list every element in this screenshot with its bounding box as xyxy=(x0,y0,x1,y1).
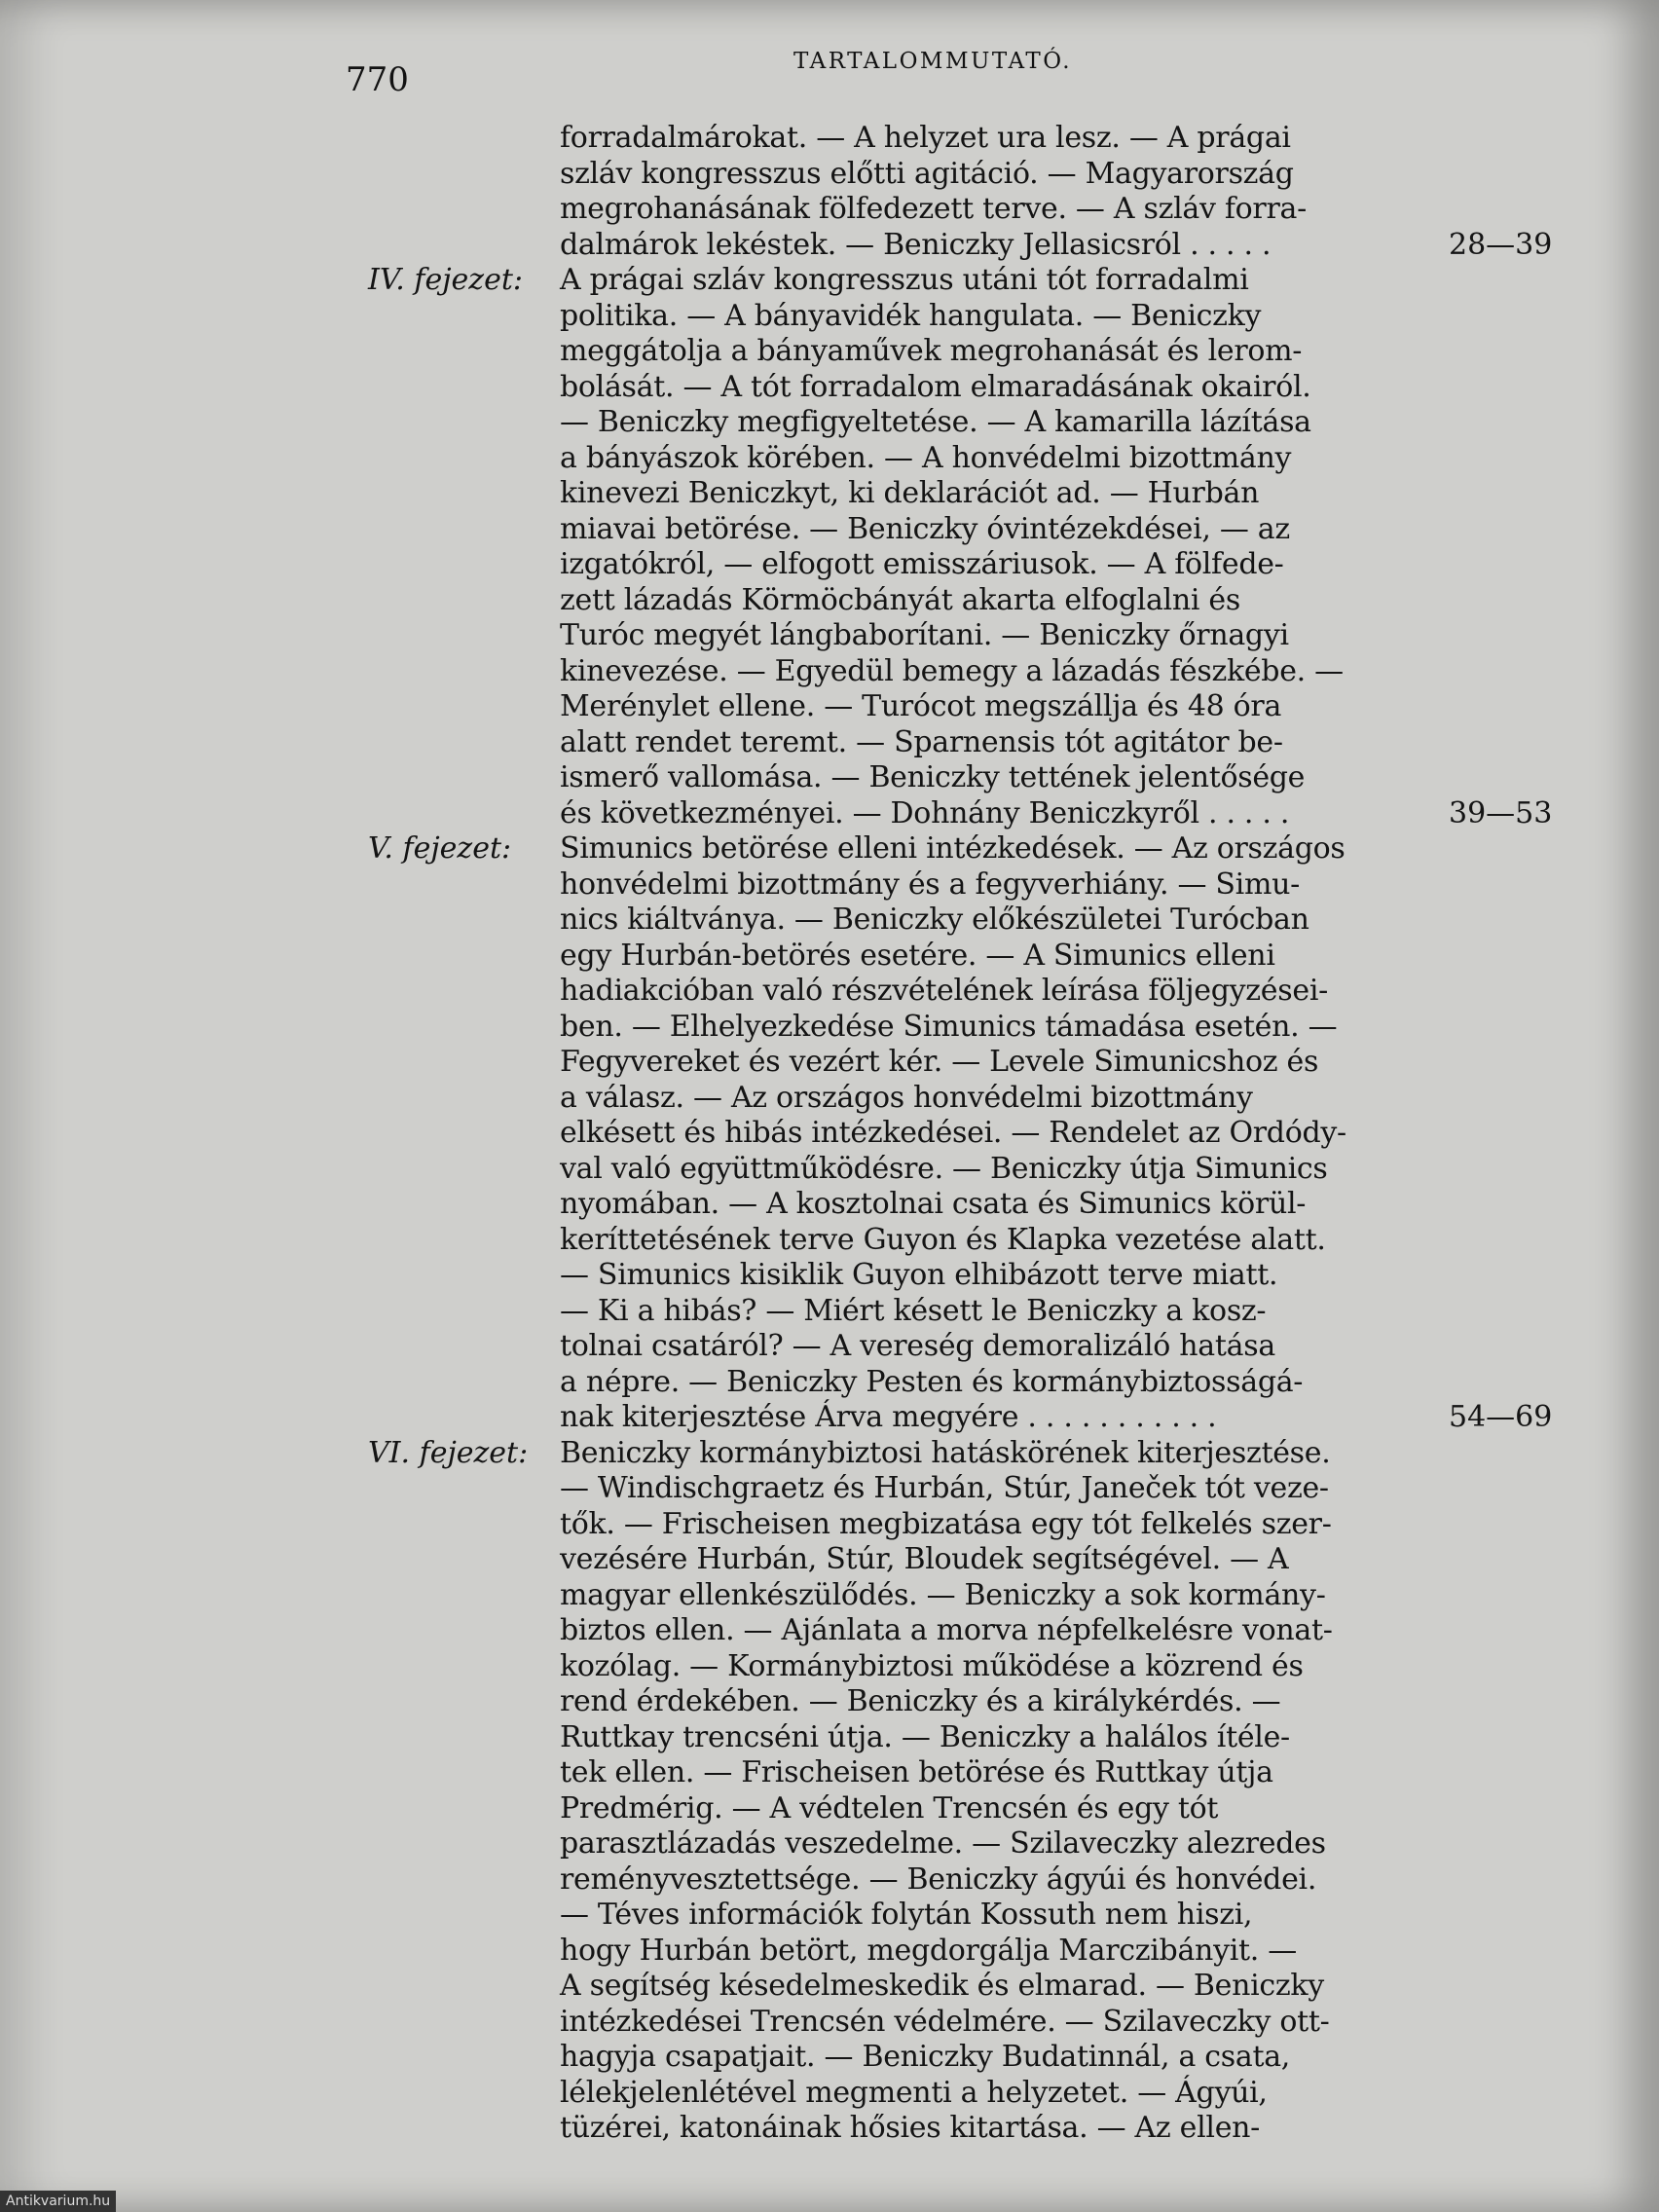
toc-line: intézkedései Trencsén védelmére. — Szilaveczky ott- xyxy=(560,2004,1330,2039)
toc-line: keríttetésének terve Guyon és Klapka vezetése alatt. xyxy=(560,1222,1326,1257)
toc-line: — Téves információk folytán Kossuth nem hiszi, xyxy=(560,1898,1253,1932)
page-range: 54—69 xyxy=(1449,1400,1553,1434)
toc-line: Merénylet ellene. — Turócot megszállja és 48 óra xyxy=(560,689,1282,723)
toc-line: zett lázadás Körmöcbányát akarta elfoglalni és xyxy=(560,582,1240,617)
toc-line: hadiakcióban való részvételének leírása följegyzései- xyxy=(560,974,1328,1008)
toc-line: a bányászok körében. — A honvédelmi bizottmány xyxy=(560,440,1292,475)
toc-line: rend érdekében. — Beniczky és a királykérdés. — xyxy=(560,1684,1281,1718)
toc-line: reményvesztettsége. — Beniczky ágyúi és honvédei. xyxy=(560,1862,1317,1897)
toc-line: — Windischgraetz és Hurbán, Stúr, Janeček tót veze- xyxy=(560,1471,1329,1505)
toc-line: parasztlázadás veszedelme. — Szilaveczky alezredes xyxy=(560,1826,1326,1861)
toc-line: Ruttkay trencséni útja. — Beniczky a halálos ítéle- xyxy=(560,1719,1290,1754)
toc-line: szláv kongresszus előtti agitáció. — Magyarország xyxy=(560,156,1294,191)
toc-line: Beniczky kormánybiztosi hatáskörének kiterjesztése. xyxy=(560,1435,1331,1470)
toc-line: a válasz. — Az országos honvédelmi bizottmány xyxy=(560,1080,1253,1115)
page-range: 28—39 xyxy=(1449,227,1553,262)
toc-line: tüzérei, katonáinak hősies kitartása. — Az ellen- xyxy=(560,2111,1261,2145)
toc-line: ismerő vallomása. — Beniczky tettének jelentősége xyxy=(560,760,1306,794)
toc-text-block xyxy=(560,121,1378,2147)
toc-line: tolnai csatáról? — A vereség demoralizáló hatása xyxy=(560,1329,1275,1363)
toc-line: meggátolja a bányaművek megrohanását és lerom- xyxy=(560,334,1303,368)
toc-line: Simunics betörése elleni intézkedések. — Az országos xyxy=(560,831,1346,866)
toc-line: Predmérig. — A védtelen Trencsén és egy tót xyxy=(560,1790,1219,1825)
toc-line: — Simunics kisiklik Guyon elhibázott terve miatt. xyxy=(560,1258,1278,1292)
toc-line: — Ki a hibás? — Miért késett le Beniczky a kosz- xyxy=(560,1293,1267,1328)
page-range: 39—53 xyxy=(1449,795,1553,830)
toc-line: hagyja csapatjait. — Beniczky Budatinnál, a csata, xyxy=(560,2040,1291,2074)
toc-line: izgatókról, — elfogott emisszáriusok. — A fölfede- xyxy=(560,547,1284,581)
toc-line: politika. — A bányavidék hangulata. — Beniczky xyxy=(560,298,1262,333)
toc-line: hogy Hurbán betört, megdorgálja Marczibányit. — xyxy=(560,1933,1297,1968)
toc-line: Turóc megyét lángbaborítani. — Beniczky őrnagyi xyxy=(560,618,1289,652)
toc-line: egy Hurbán-betörés esetére. — A Simunics elleni xyxy=(560,938,1275,973)
toc-line: tők. — Frischeisen megbizatása egy tót felkelés szer- xyxy=(560,1506,1332,1541)
toc-line: lélekjelenlétével megmenti a helyzetet. — Ágyúi, xyxy=(560,2075,1268,2110)
toc-line: vezésére Hurbán, Stúr, Bloudek segítségével. — A xyxy=(560,1542,1289,1576)
toc-line: — Beniczky megfigyeltetése. — A kamarilla lázítása xyxy=(560,405,1311,439)
toc-line: ben. — Elhelyezkedése Simunics támadása esetén. — xyxy=(560,1009,1338,1044)
toc-line: dalmárok lekéstek. — Beniczky Jellasicsról . . . . . xyxy=(560,227,1272,262)
toc-line: kinevezi Beniczkyt, ki deklarációt ad. — Hurbán xyxy=(560,476,1260,510)
toc-line: miavai betörése. — Beniczky óvintézekdései, — az xyxy=(560,511,1290,546)
toc-line: A prágai szláv kongresszus utáni tót forradalmi xyxy=(560,263,1249,297)
toc-line: megrohanásának fölfedezett terve. — A szláv forra- xyxy=(560,192,1307,226)
watermark: Antikvarium.hu xyxy=(0,2191,116,2212)
toc-line: nak kiterjesztése Árva megyére . . . . . . . . . . . xyxy=(560,1400,1217,1434)
toc-line: elkésett és hibás intézkedései. — Rendelet az Ordódy- xyxy=(560,1116,1346,1150)
toc-line: Fegyvereket és vezért kér. — Levele Simunicshoz és xyxy=(560,1045,1319,1079)
page-number: 770 xyxy=(346,60,409,99)
toc-line: a népre. — Beniczky Pesten és kormánybiztosságá- xyxy=(560,1364,1304,1399)
toc-line: magyar ellenkészülődés. — Beniczky a sok kormány- xyxy=(560,1577,1326,1612)
toc-line: bolását. — A tót forradalom elmaradásának okairól. xyxy=(560,369,1311,404)
toc-line: val való együttműködésre. — Beniczky útja Simunics xyxy=(560,1151,1328,1186)
toc-line: kozólag. — Kormánybiztosi működése a közrend és xyxy=(560,1648,1304,1683)
chapter-label: IV. fejezet: xyxy=(368,263,523,297)
toc-line: alatt rendet teremt. — Sparnensis tót agitátor be- xyxy=(560,724,1283,759)
toc-line: tek ellen. — Frischeisen betörése és Ruttkay útja xyxy=(560,1755,1273,1789)
chapter-label: VI. fejezet: xyxy=(368,1435,529,1470)
toc-line: kinevezése. — Egyedül bemegy a lázadás fészkébe. — xyxy=(560,653,1344,688)
chapter-label: V. fejezet: xyxy=(368,831,512,866)
running-head: TARTALOMMUTATÓ. xyxy=(793,49,1073,74)
toc-line: biztos ellen. — Ajánlata a morva népfelkelésre vonat- xyxy=(560,1613,1333,1647)
toc-line: nics kiáltványa. — Beniczky előkészületei Turócban xyxy=(560,903,1309,937)
toc-line: nyomában. — A kosztolnai csata és Simunics körül- xyxy=(560,1187,1307,1221)
toc-line: honvédelmi bizottmány és a fegyverhiány. — Simu- xyxy=(560,866,1300,902)
toc-line: és következményei. — Dohnány Beniczkyről . . . . . xyxy=(560,795,1290,830)
toc-line: A segítség késedelmeskedik és elmarad. — Beniczky xyxy=(560,1969,1324,2003)
toc-line: forradalmárokat. — A helyzet ura lesz. — A prágai xyxy=(560,121,1291,155)
